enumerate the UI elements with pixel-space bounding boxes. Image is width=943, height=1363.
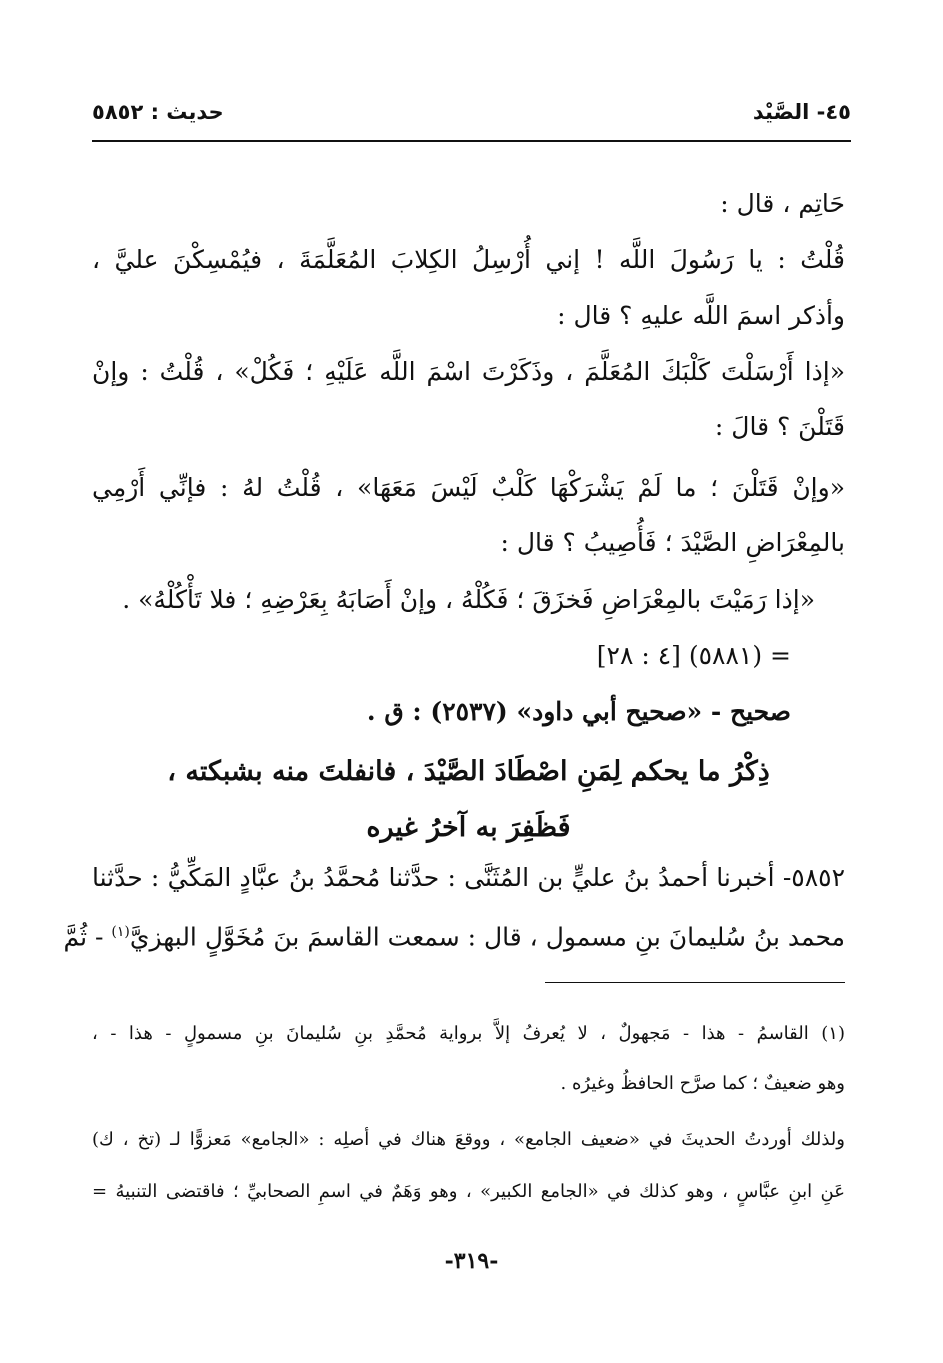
section-heading: فَظَفِرَ به آخرُ غيره [366, 812, 571, 843]
chapter-title: ٤٥- الصَّيْد [752, 100, 851, 124]
text-line: ٥٨٥٢- أخبرنا أحمدُ بنُ عليٍّ بن المُثَنَّى : حدَّثنا مُحمَّدُ بنُ عبَّادٍ المَكِّيُّ : حدَّثنا [92, 863, 845, 892]
footnote-line: ولذلك أوردتُ الحديثَ في «ضعيف الجامع» ، ووقعَ هناك في أصلِه : «الجامع» مَعزوًّا لـ (تخ ، ك) [92, 1129, 845, 1150]
text-segment: محمد بنُ سُليمانَ بنِ مسمول ، قال : سمعت القاسمَ بنَ مُخَوَّلٍ البهزيَّ [129, 922, 845, 952]
grading-line: صحيح - «صحيح أبي داود» (٢٥٣٧) : ق . [366, 697, 791, 726]
text-line [63, 914, 845, 955]
hadith-reference: حديث : ٥٨٥٢ [92, 100, 224, 124]
text-line: «إذا أَرْسَلْتَ كَلْبَكَ المُعَلَّمَ ، وذَكَرْتَ اسْمَ اللَّه عَلَيْهِ ؛ فَكُلْ» ، قُلْتُ : وإنْ [92, 357, 845, 386]
section-heading: ذِكْرُ ما يحكم لِمَنِ اصْطَادَ الصَّيْدَ ، فانفلتَ منه بشبكته ، [167, 756, 770, 787]
text-line: قُلْتُ : يا رَسُولَ اللَّه ! إني أُرْسِلُ الكِلابَ المُعَلَّمَةَ ، فيُمْسِكْنَ عليَّ ، [92, 245, 845, 274]
hadith-cross-reference: = (٥٨٨١) [٤ : ٢٨] [596, 641, 791, 670]
text-line: بالمِعْرَاضِ الصَّيْدَ ؛ فَأُصِيبُ ؟ قال : [500, 528, 845, 557]
footnote-line: (١) القاسمُ - هذا - مَجهولٌ ، لا يُعرفُ إلاَّ برواية مُحمَّدِ بنِ سُليمانَ بنِ مسمولٍ - هذا - ، [92, 1023, 845, 1044]
text-line: قَتَلْنَ ؟ قالَ : [714, 412, 845, 441]
text-line: «إذا رَمَيْتَ بالمِعْرَاضِ فَخزَقَ ؛ فَكُلْهُ ، وإنْ أَصَابَهُ بِعَرْضِهِ ؛ فلا تَأْكُلْهُ» . [122, 585, 815, 614]
text-line: حَاتِم ، قال : [720, 189, 845, 218]
footnote-line: وهو ضعيفٌ ؛ كما صرَّح الحافظُ وغيرُه . [560, 1073, 845, 1094]
footnote-rule [545, 982, 845, 983]
footnote-line: عَنِ ابنِ عبَّاسٍ ، وهو كذلك في «الجامع الكبير» ، وهو وَهَمٌ في اسمِ الصحابيِّ ؛ فاقتضى التنبيهُ = [92, 1181, 845, 1202]
header-rule [92, 140, 851, 142]
page-number: -٣١٩- [444, 1248, 499, 1274]
text-segment: - ثُمَّ [63, 922, 104, 952]
running-header [92, 100, 851, 134]
text-line: «وإنْ قَتَلْنَ ؛ ما لَمْ يَشْرَكْهَا كَلْبٌ لَيْسَ مَعَهَا» ، قُلْتُ لهُ : فإنِّي أَرْمِي [92, 473, 845, 502]
footnote-marker: (١) [111, 924, 130, 940]
text-line: وأذكر اسمَ اللَّه عليهِ ؟ قال : [557, 301, 845, 330]
